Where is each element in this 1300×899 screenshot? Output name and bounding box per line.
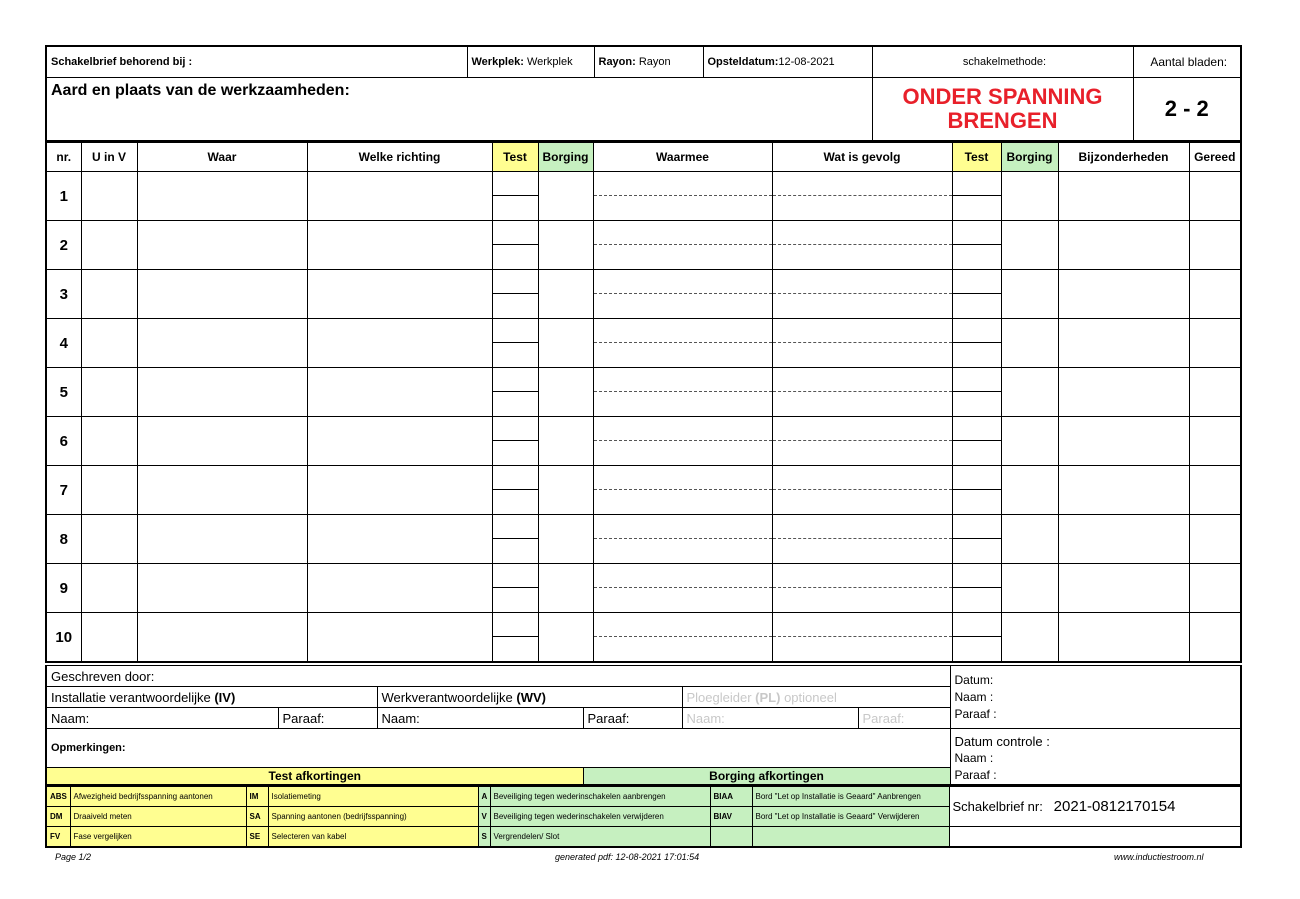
richting-cell[interactable] — [307, 613, 492, 663]
test-cell[interactable] — [492, 466, 538, 515]
row-number: 8 — [46, 515, 81, 564]
borging2-cell[interactable] — [1001, 515, 1058, 564]
werkplek-cell: Werkplek: Werkplek — [467, 46, 594, 78]
gereed-cell[interactable] — [1189, 270, 1241, 319]
borging-text2: Bord "Let op Installatie is Geaard" Aanbrengen — [752, 787, 949, 807]
test-cell[interactable] — [492, 172, 538, 221]
gereed-cell[interactable] — [1189, 466, 1241, 515]
test-cell[interactable] — [492, 515, 538, 564]
borging-cell[interactable] — [538, 270, 593, 319]
test-cell[interactable] — [492, 319, 538, 368]
waar-cell[interactable] — [137, 613, 307, 663]
u-in-v-cell[interactable] — [81, 417, 137, 466]
test2-cell[interactable] — [952, 613, 1001, 663]
empty-cell — [949, 827, 1241, 848]
col-bijzonder: Bijzonderheden — [1058, 143, 1189, 172]
test-code: FV — [46, 827, 70, 848]
test-cell[interactable] — [492, 221, 538, 270]
u-in-v-cell[interactable] — [81, 515, 137, 564]
gereed-cell[interactable] — [1189, 172, 1241, 221]
waarmee-cell[interactable] — [593, 368, 772, 417]
richting-cell[interactable] — [307, 270, 492, 319]
aantal-label: Aantal bladen: — [1133, 46, 1241, 78]
abbr-row — [46, 787, 1241, 807]
gevolg-cell[interactable] — [772, 613, 952, 663]
u-in-v-cell[interactable] — [81, 270, 137, 319]
step-row — [46, 613, 1241, 663]
form-header — [45, 45, 1242, 142]
borging2-cell[interactable] — [1001, 466, 1058, 515]
borging2-cell[interactable] — [1001, 221, 1058, 270]
test2-cell[interactable] — [952, 319, 1001, 368]
col-richting: Welke richting — [307, 143, 492, 172]
test-text: Fase vergelijken — [70, 827, 246, 848]
naam2-label: Naam : — [954, 690, 994, 704]
borging-cell[interactable] — [538, 319, 593, 368]
step-row — [46, 368, 1241, 417]
gereed-cell[interactable] — [1189, 515, 1241, 564]
borging-cell[interactable] — [538, 613, 593, 663]
test-text: Draaiveld meten — [70, 807, 246, 827]
bijzonder-cell[interactable] — [1058, 613, 1189, 663]
gereed-cell[interactable] — [1189, 613, 1241, 663]
paraaf3-label: Paraaf : — [954, 768, 997, 782]
method-title: schakelmethode: — [872, 46, 1133, 78]
col-waarmee: Waarmee — [593, 143, 772, 172]
waarmee-cell[interactable] — [593, 172, 772, 221]
gereed-cell[interactable] — [1189, 368, 1241, 417]
borging-code2: BIAA — [710, 787, 752, 807]
test-text2: Isolatiemeting — [268, 787, 478, 807]
row-number: 10 — [46, 613, 81, 663]
test2-cell[interactable] — [952, 515, 1001, 564]
opmerkingen-label: Opmerkingen: — [46, 729, 950, 768]
u-in-v-cell[interactable] — [81, 368, 137, 417]
naam3-label: Naam : — [954, 751, 994, 765]
borging-cell[interactable] — [538, 368, 593, 417]
test-text: Afwezigheid bedrijfsspanning aantonen — [70, 787, 246, 807]
u-in-v-cell[interactable] — [81, 466, 137, 515]
schakelbrief-nr-value: 2021-0812170154 — [1053, 798, 1176, 815]
gevolg-cell[interactable] — [772, 466, 952, 515]
abbreviations-table — [45, 786, 1242, 848]
u-in-v-cell[interactable] — [81, 172, 137, 221]
gevolg-cell[interactable] — [772, 564, 952, 613]
borging-text: Beveiliging tegen wederinschakelen aanbrengen — [490, 787, 710, 807]
test2-cell[interactable] — [952, 368, 1001, 417]
test-cell[interactable] — [492, 270, 538, 319]
gevolg-cell[interactable] — [772, 368, 952, 417]
richting-cell[interactable] — [307, 319, 492, 368]
borging-cell[interactable] — [538, 221, 593, 270]
wv-label: Werkverantwoordelijke (WV) — [377, 687, 682, 708]
datum-controle-label: Datum controle : — [954, 734, 1050, 749]
u-in-v-cell[interactable] — [81, 564, 137, 613]
aantal-value: 2 - 2 — [1133, 78, 1241, 142]
borging-cell[interactable] — [538, 564, 593, 613]
borging2-cell[interactable] — [1001, 564, 1058, 613]
datum-controle-block — [950, 729, 1241, 786]
test-cell[interactable] — [492, 564, 538, 613]
col-borging: Borging — [538, 143, 593, 172]
row-number: 7 — [46, 466, 81, 515]
row-number: 9 — [46, 564, 81, 613]
waar-cell[interactable] — [137, 466, 307, 515]
schakelbrief-nr-label: Schakelbrief nr: — [952, 799, 1043, 814]
borging-code2: BIAV — [710, 807, 752, 827]
richting-cell[interactable] — [307, 368, 492, 417]
richting-cell[interactable] — [307, 564, 492, 613]
schakelbrief-nr-cell — [949, 787, 1241, 827]
gevolg-cell[interactable] — [772, 417, 952, 466]
borging2-cell[interactable] — [1001, 319, 1058, 368]
test-text2: Spanning aantonen (bedrijfsspanning) — [268, 807, 478, 827]
row-number: 5 — [46, 368, 81, 417]
test-code2: IM — [246, 787, 268, 807]
col-gereed: Gereed — [1189, 143, 1241, 172]
rayon-value: Rayon — [638, 56, 671, 68]
waar-cell[interactable] — [137, 564, 307, 613]
waar-cell[interactable] — [137, 368, 307, 417]
row-number: 6 — [46, 417, 81, 466]
col-gevolg: Wat is gevolg — [772, 143, 952, 172]
site-link[interactable]: www.inductiestroom.nl — [1114, 852, 1204, 862]
step-row — [46, 221, 1241, 270]
waarmee-cell[interactable] — [593, 417, 772, 466]
waarmee-cell[interactable] — [593, 613, 772, 663]
waarmee-cell[interactable] — [593, 221, 772, 270]
borging-code: V — [478, 807, 490, 827]
waar-cell[interactable] — [137, 221, 307, 270]
bijzonder-cell[interactable] — [1058, 466, 1189, 515]
bijzonder-cell[interactable] — [1058, 221, 1189, 270]
form-footer — [45, 665, 1242, 786]
row-number: 4 — [46, 319, 81, 368]
borging2-cell[interactable] — [1001, 613, 1058, 663]
borging2-cell[interactable] — [1001, 368, 1058, 417]
datum-label: Datum: — [954, 673, 994, 687]
step-row — [46, 466, 1241, 515]
paraaf2-label: Paraaf : — [954, 707, 997, 721]
iv-label: Installatie verantwoordelijke (IV) — [46, 687, 377, 708]
col-nr: nr. — [46, 143, 81, 172]
bijzonder-cell[interactable] — [1058, 515, 1189, 564]
col-u: U in V — [81, 143, 137, 172]
gevolg-cell[interactable] — [772, 515, 952, 564]
bijzonder-cell[interactable] — [1058, 270, 1189, 319]
step-row — [46, 417, 1241, 466]
gevolg-cell[interactable] — [772, 172, 952, 221]
test2-cell[interactable] — [952, 221, 1001, 270]
borging-code2 — [710, 827, 752, 848]
wv-paraaf-field[interactable]: Paraaf: — [583, 708, 682, 729]
bijzonder-cell[interactable] — [1058, 564, 1189, 613]
borging2-cell[interactable] — [1001, 417, 1058, 466]
generated-note: generated pdf: 12-08-2021 17:01:54 — [555, 852, 700, 862]
test2-cell[interactable] — [952, 466, 1001, 515]
bijzonder-cell[interactable] — [1058, 172, 1189, 221]
borging-cell[interactable] — [538, 466, 593, 515]
test-code2: SA — [246, 807, 268, 827]
u-in-v-cell[interactable] — [81, 221, 137, 270]
test-code: DM — [46, 807, 70, 827]
iv-paraaf-field[interactable]: Paraaf: — [278, 708, 377, 729]
gevolg-cell[interactable] — [772, 221, 952, 270]
gereed-cell[interactable] — [1189, 417, 1241, 466]
waarmee-cell[interactable] — [593, 564, 772, 613]
rayon-cell: Rayon: Rayon — [594, 46, 703, 78]
page-number: Page 1/2 — [55, 852, 92, 862]
gereed-cell[interactable] — [1189, 319, 1241, 368]
aard-label: Aard en plaats van de werkzaamheden: — [46, 78, 872, 142]
test-cell[interactable] — [492, 368, 538, 417]
borging-text: Vergrendelen/ Slot — [490, 827, 710, 848]
pl-naam-field[interactable]: Naam: — [682, 708, 858, 729]
borging-cell[interactable] — [538, 515, 593, 564]
bijzonder-cell[interactable] — [1058, 368, 1189, 417]
column-header-row — [46, 143, 1241, 172]
gereed-cell[interactable] — [1189, 564, 1241, 613]
opsteldatum-cell: Opsteldatum:12-08-2021 — [703, 46, 872, 78]
test-code: ABS — [46, 787, 70, 807]
test2-cell[interactable] — [952, 564, 1001, 613]
row-number: 3 — [46, 270, 81, 319]
waarmee-cell[interactable] — [593, 515, 772, 564]
borging-cell[interactable] — [538, 172, 593, 221]
test2-cell[interactable] — [952, 417, 1001, 466]
richting-cell[interactable] — [307, 221, 492, 270]
step-row — [46, 172, 1241, 221]
borging-abbr-title: Borging afkortingen — [583, 768, 950, 785]
step-row — [46, 319, 1241, 368]
waar-cell[interactable] — [137, 172, 307, 221]
borging2-cell[interactable] — [1001, 172, 1058, 221]
gevolg-cell[interactable] — [772, 319, 952, 368]
richting-cell[interactable] — [307, 466, 492, 515]
richting-cell[interactable] — [307, 515, 492, 564]
pl-label: Ploegleider (PL) optioneel — [682, 687, 950, 708]
borging-code: A — [478, 787, 490, 807]
test-text2: Selecteren van kabel — [268, 827, 478, 848]
step-row — [46, 515, 1241, 564]
col-test: Test — [492, 143, 538, 172]
borging-text2: Bord "Let op Installatie is Geaard" Verwijderen — [752, 807, 949, 827]
waar-cell[interactable] — [137, 417, 307, 466]
bijzonder-cell[interactable] — [1058, 319, 1189, 368]
waarmee-cell[interactable] — [593, 319, 772, 368]
step-row — [46, 564, 1241, 613]
pl-paraaf-field[interactable]: Paraaf: — [858, 708, 950, 729]
bijzonder-cell[interactable] — [1058, 417, 1189, 466]
test2-cell[interactable] — [952, 172, 1001, 221]
u-in-v-cell[interactable] — [81, 319, 137, 368]
wv-naam-field[interactable]: Naam: — [377, 708, 583, 729]
waarmee-cell[interactable] — [593, 466, 772, 515]
borging-code: S — [478, 827, 490, 848]
iv-naam-field[interactable]: Naam: — [46, 708, 278, 729]
gereed-cell[interactable] — [1189, 221, 1241, 270]
schakelbrief-label: Schakelbrief behorend bij : — [46, 46, 467, 78]
test-code2: SE — [246, 827, 268, 848]
gevolg-cell[interactable] — [772, 270, 952, 319]
switching-form — [45, 45, 1240, 848]
col-waar: Waar — [137, 143, 307, 172]
col-borging2: Borging — [1001, 143, 1058, 172]
opsteldatum-value: 12-08-2021 — [778, 56, 835, 68]
col-test2: Test — [952, 143, 1001, 172]
step-row — [46, 270, 1241, 319]
borging-text2 — [752, 827, 949, 848]
datum-block — [950, 666, 1241, 729]
werkplek-value: Werkplek — [526, 56, 573, 68]
waar-cell[interactable] — [137, 319, 307, 368]
switching-steps-table — [45, 142, 1242, 663]
waarmee-cell[interactable] — [593, 270, 772, 319]
waar-cell[interactable] — [137, 515, 307, 564]
richting-cell[interactable] — [307, 417, 492, 466]
test-cell[interactable] — [492, 613, 538, 663]
borging-cell[interactable] — [538, 417, 593, 466]
test-cell[interactable] — [492, 417, 538, 466]
abbr-row — [46, 827, 1241, 848]
row-number: 2 — [46, 221, 81, 270]
richting-cell[interactable] — [307, 172, 492, 221]
test-abbr-title: Test afkortingen — [46, 768, 583, 785]
u-in-v-cell[interactable] — [81, 613, 137, 663]
borging-text: Beveiliging tegen wederinschakelen verwijderen — [490, 807, 710, 827]
geschreven-label: Geschreven door: — [46, 666, 950, 687]
waar-cell[interactable] — [137, 270, 307, 319]
borging2-cell[interactable] — [1001, 270, 1058, 319]
method-value: ONDER SPANNING BRENGEN — [872, 78, 1133, 142]
test2-cell[interactable] — [952, 270, 1001, 319]
row-number: 1 — [46, 172, 81, 221]
